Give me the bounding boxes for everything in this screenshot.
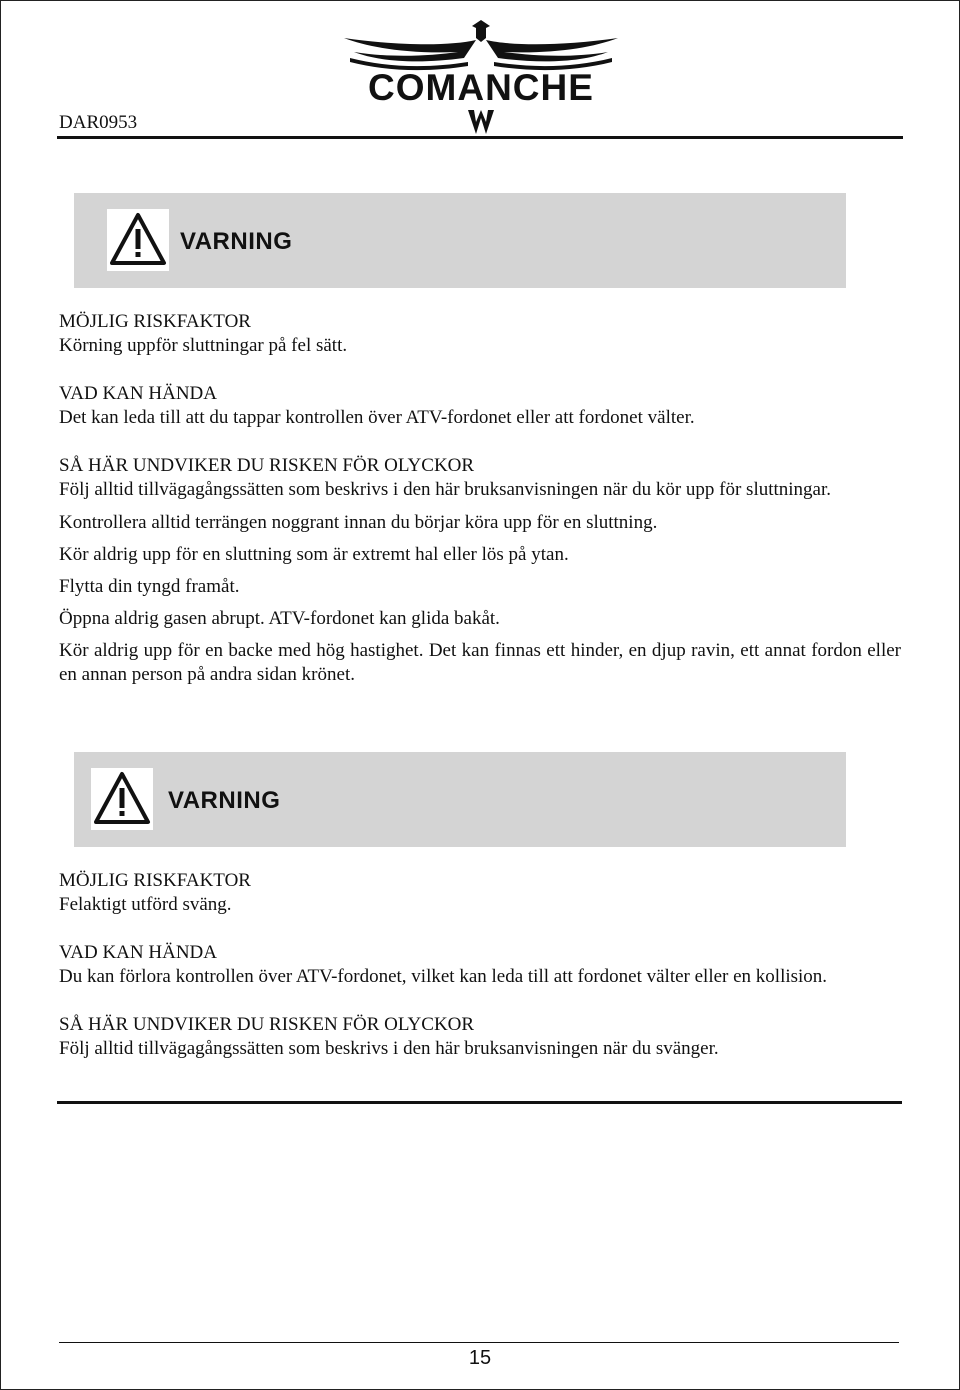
what-heading: VAD KAN HÄNDA xyxy=(59,942,217,963)
warning-banner-2 xyxy=(74,752,846,847)
what-heading: VAD KAN HÄNDA xyxy=(59,383,217,404)
risk-text: Felaktigt utförd sväng. xyxy=(59,894,232,915)
risk-text: Körning uppför sluttningar på fel sätt. xyxy=(59,335,348,356)
warning-triangle-icon xyxy=(107,209,169,271)
avoid-item: Följ alltid tillvägagångssätten som beskrivs i den här bruksanvisningen när du kör upp för sluttningar. xyxy=(59,479,832,500)
what-text: Det kan leda till att du tappar kontrollen över ATV-fordonet eller att fordonet välter. xyxy=(59,407,695,428)
warning-banner-1 xyxy=(74,193,846,288)
what-text: Du kan förlora kontrollen över ATV-fordonet, vilket kan leda till att fordonet välter eller en kollision. xyxy=(59,966,828,987)
document-code: DAR0953 xyxy=(59,112,138,133)
warning-triangle-icon xyxy=(91,768,153,830)
avoid-item: Kör aldrig upp för en backe med hög hastighet. Det kan finnas ett hinder, en djup ravin, ett annat fordon eller en annan person på andra sidan krönet. xyxy=(59,640,901,685)
avoid-heading: SÅ HÄR UNDVIKER DU RISKEN FÖR OLYCKOR xyxy=(59,1014,475,1035)
warning-title: VARNING xyxy=(180,228,293,255)
comanche-logo xyxy=(340,18,622,136)
page-number: 15 xyxy=(468,1347,492,1369)
warning-title: VARNING xyxy=(168,787,281,814)
avoid-item: Flytta din tyngd framåt. xyxy=(59,576,240,597)
logo-wordmark: COMANCHE xyxy=(368,67,594,108)
warning-1-content xyxy=(59,310,901,687)
content-end-divider xyxy=(57,1101,902,1104)
avoid-text: Följ alltid tillvägagångssätten som beskrivs i den här bruksanvisningen när du svänger. xyxy=(59,1038,719,1059)
warning-2-content xyxy=(59,869,901,1061)
avoid-item: Öppna aldrig gasen abrupt. ATV-fordonet kan glida bakåt. xyxy=(59,608,500,629)
risk-heading: MÖJLIG RISKFAKTOR xyxy=(59,870,251,891)
avoid-item: Kontrollera alltid terrängen noggrant innan du börjar köra upp för en sluttning. xyxy=(59,512,658,533)
risk-heading: MÖJLIG RISKFAKTOR xyxy=(59,311,251,332)
footer-divider xyxy=(59,1342,899,1343)
avoid-heading: SÅ HÄR UNDVIKER DU RISKEN FÖR OLYCKOR xyxy=(59,455,475,476)
header-divider xyxy=(57,136,903,139)
avoid-item: Kör aldrig upp för en sluttning som är extremt hal eller lös på ytan. xyxy=(59,544,569,565)
